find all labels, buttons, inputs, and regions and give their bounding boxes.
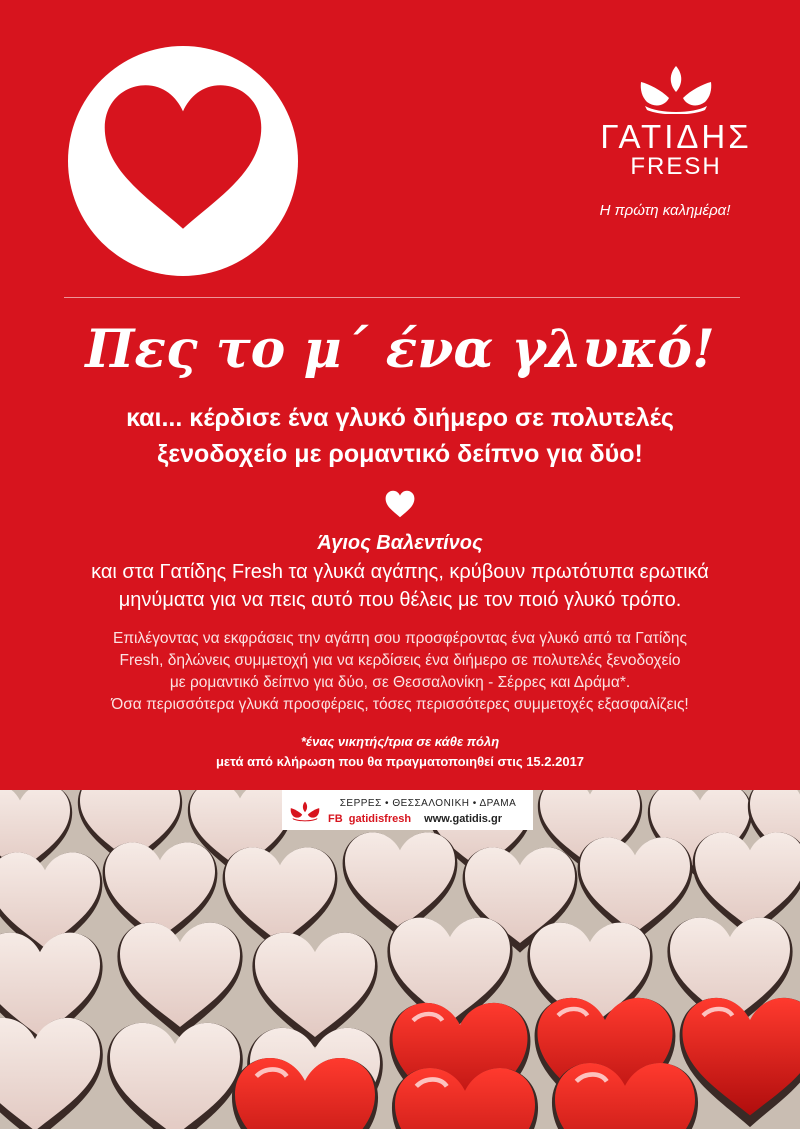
cakes-photo xyxy=(0,790,800,1129)
brand-sub: FRESH xyxy=(630,153,722,180)
cities-list: ΣΕΡΡΕΣ • ΘΕΣΣΑΛΟΝΙΚΗ • ΔΡΑΜΑ xyxy=(339,798,517,809)
intro-text xyxy=(30,558,770,614)
intro-line-2: μηνύματα για να πεις αυτό που θέλεις με τον ποιό γλυκό τρόπο. xyxy=(118,589,682,611)
brand-tagline: Η πρώτη καλημέρα! xyxy=(599,202,731,219)
body-line-3: με ρομαντικό δείπνο για δύο, σε Θεσσαλονίκη - Σέρρες και Δράμα*. xyxy=(169,674,631,691)
facebook-label: FB xyxy=(328,813,343,825)
leaf-logo-icon xyxy=(290,798,320,824)
body-line-4: Όσα περισσότερα γλυκά προσφέρεις, τόσες περισσότερες συμμετοχές εξασφαλίζεις! xyxy=(111,696,689,713)
website-link[interactable]: www.gatidis.gr xyxy=(424,813,502,825)
leaf-logo-icon xyxy=(639,64,713,114)
brand-logo xyxy=(596,64,756,180)
heart-circle-badge xyxy=(68,46,298,276)
facebook-handle-link[interactable]: gatidisfresh xyxy=(348,813,412,825)
social-row xyxy=(328,813,528,825)
body-line-1: Επιλέγοντας να εκφράσεις την αγάπη σου προσφέροντας ένα γλυκό από τα Γατίδης xyxy=(112,630,687,647)
winner-note: *ένας νικητής/τρια σε κάθε πόλη xyxy=(300,734,500,749)
subheadline xyxy=(40,400,760,472)
saint-heading: Άγιος Βαλεντίνος xyxy=(317,532,483,554)
body-text xyxy=(40,628,760,716)
body-line-2: Fresh, δηλώνεις συμμετοχή για να κερδίσεις ένα διήμερο σε πολυτελές ξενοδοχείο xyxy=(119,652,681,669)
draw-note: μετά από κλήρωση που θα πραγματοποιηθεί στις 15.2.2017 xyxy=(215,754,585,769)
brand-name: ΓΑΤΙΔΗΣ xyxy=(600,118,752,155)
subheadline-line-1: και... κέρδισε ένα γλυκό διήμερο σε πολυτελές xyxy=(126,404,674,432)
heart-icon xyxy=(385,490,415,518)
subheadline-line-2: ξενοδοχείο με ρομαντικό δείπνο για δύο! xyxy=(157,440,643,468)
divider xyxy=(64,297,740,298)
headline: Πες το μ΄ ένα γλυκό! xyxy=(85,319,715,380)
intro-line-1: και στα Γατίδης Fresh τα γλυκά αγάπης, κρύβουν πρωτότυπα ερωτικά xyxy=(91,561,709,583)
heart-icon xyxy=(101,82,265,232)
info-box xyxy=(282,790,533,830)
cakes-illustration xyxy=(0,790,800,1129)
